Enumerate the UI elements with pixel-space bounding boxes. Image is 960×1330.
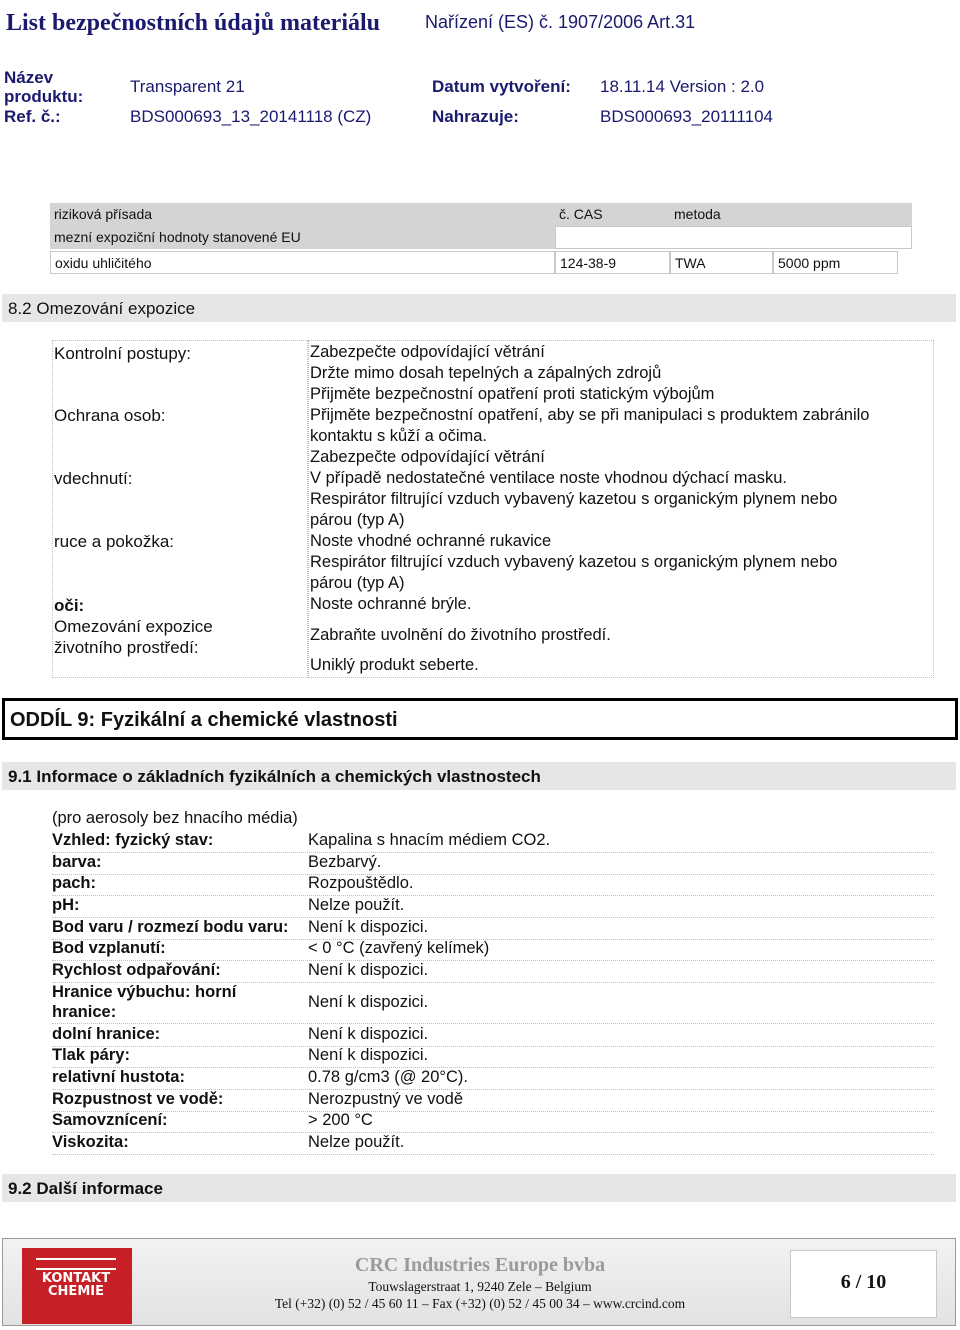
property-value: Není k dispozici.	[308, 918, 429, 936]
respiration-label: vdechnutí:	[54, 469, 133, 488]
property-label: Vzhled: fyzický stav:	[52, 831, 214, 849]
table-row	[52, 1089, 934, 1112]
skin-label: ruce a pokožka:	[54, 532, 175, 551]
section-9-heading-box	[2, 698, 958, 740]
env-label-line2: životního prostředí:	[54, 638, 199, 657]
table-row	[52, 982, 934, 1024]
text-line: párou (typ A)	[310, 511, 405, 529]
table-row	[52, 830, 934, 853]
page-number-box	[790, 1250, 937, 1318]
env-label-line1: Omezování expozice	[54, 617, 213, 636]
table-row	[52, 960, 934, 983]
section-9-1-heading: 9.1 Informace o základních fyzikálních a chemických vlastnostech	[8, 767, 541, 786]
logo-line-2: CHEMIE	[48, 1284, 104, 1299]
ingredient-name: oxidu uhličitého	[50, 251, 555, 274]
property-value: Nerozpustný ve vodě	[308, 1090, 464, 1108]
created-label: Datum vytvoření:	[432, 77, 571, 96]
text-line: Přijměte bezpečnostní opatření, aby se při manipulaci s produktem zabránilo	[310, 406, 870, 424]
property-value: 0.78 g/cm3 (@ 20°C).	[308, 1068, 468, 1086]
ref-label: Ref. č.:	[4, 107, 61, 126]
property-label: Bod varu / rozmezí bodu varu:	[52, 918, 289, 936]
property-value: Bezbarvý.	[308, 853, 382, 871]
created-value: 18.11.14 Version : 2.0	[600, 77, 765, 96]
table-row	[52, 1067, 934, 1090]
text-line: Držte mimo dosah tepelných a zápalných zdrojů	[310, 364, 662, 382]
table-row	[52, 895, 934, 918]
property-label: relativní hustota:	[52, 1068, 185, 1086]
property-value: > 200 °C	[308, 1111, 373, 1129]
text-line: Noste vhodné ochranné rukavice	[310, 532, 552, 550]
table-row	[52, 1024, 934, 1047]
personal-protection-label: Ochrana osob:	[54, 406, 166, 425]
property-label: Hranice výbuchu: horní	[52, 983, 237, 1001]
logo-stripes-icon	[36, 1258, 116, 1270]
property-label: Samovznícení:	[52, 1111, 168, 1129]
property-label: Rychlost odpařování:	[52, 961, 221, 979]
text-line: V případě nedostatečné ventilace noste vhodnou dýchací masku.	[310, 469, 787, 487]
property-value: Není k dispozici.	[308, 1046, 429, 1064]
section-9-1-heading-bar	[2, 762, 956, 790]
kontakt-chemie-logo	[22, 1248, 132, 1324]
section-9-2-heading: 9.2 Další informace	[8, 1179, 163, 1198]
table-row	[52, 917, 934, 940]
company-address: Touwslagerstraat 1, 9240 Zele – Belgium	[368, 1279, 592, 1294]
property-value: Nelze použít.	[308, 1133, 405, 1151]
col-ingredient-header: riziková přísada	[54, 206, 153, 222]
eu-limits-subheader: mezní expoziční hodnoty stanovené EU	[50, 226, 555, 249]
property-value: Rozpouštědlo.	[308, 874, 414, 892]
text-line: Přijměte bezpečnostní opatření proti statickým výbojům	[310, 385, 715, 403]
col-cas-header: č. CAS	[559, 206, 603, 222]
company-contact: Tel (+32) (0) 52 / 45 60 11 – Fax (+32) (0) 52 / 45 00 34 – www.crcind.com	[274, 1296, 686, 1311]
text-line: Zabezpečte odpovídající větrání	[310, 343, 545, 361]
aerosol-note: (pro aerosoly bez hnacího média)	[52, 809, 298, 827]
property-value: Nelze použít.	[308, 896, 405, 914]
replaces-label: Nahrazuje:	[432, 107, 519, 126]
page-number: 6 / 10	[840, 1271, 887, 1293]
subheader-empty-cell	[555, 226, 912, 249]
eyes-label: oči:	[54, 596, 85, 615]
property-label: pH:	[52, 896, 80, 914]
control-label: Kontrolní postupy:	[54, 344, 192, 363]
property-value: Není k dispozici.	[308, 1025, 429, 1043]
col-method-header: metoda	[674, 206, 721, 222]
document-title: List bezpečnostních údajů materiálu	[6, 10, 381, 36]
logo-line-1: KONTAKT	[41, 1271, 111, 1286]
table-row	[52, 1045, 934, 1068]
property-label-continued: hranice:	[52, 1003, 117, 1021]
property-label: Viskozita:	[52, 1133, 129, 1151]
exposure-text-list	[310, 342, 869, 615]
table-row	[52, 1132, 934, 1155]
section-9-2-heading-bar	[2, 1174, 956, 1202]
table-subheader-row	[50, 226, 912, 249]
property-value: Není k dispozici.	[308, 993, 429, 1011]
logo-text	[32, 1272, 120, 1298]
property-label: pach:	[52, 874, 97, 892]
table-row	[50, 251, 912, 274]
limit-value: 5000 ppm	[773, 251, 898, 274]
section-8-2-heading-bar	[2, 294, 956, 322]
product-name-value: Transparent 21	[130, 77, 245, 96]
property-label: Tlak páry:	[52, 1046, 130, 1064]
section-9-heading: ODDÍL 9: Fyzikální a chemické vlastnosti	[10, 709, 398, 731]
regulation-reference: Nařízení (ES) č. 1907/2006 Art.31	[425, 12, 696, 32]
env-text-1: Zabraňte uvolnění do životního prostředí.	[310, 626, 611, 644]
table-row	[52, 938, 934, 961]
table-row	[52, 1110, 934, 1133]
replaces-value: BDS000693_20111104	[600, 107, 773, 126]
property-value: < 0 °C (zavřený kelímek)	[308, 939, 490, 957]
company-name: CRC Industries Europe bvba	[354, 1254, 606, 1276]
text-line: Respirátor filtrující vzduch vybavený kazetou s organickým plynem nebo	[310, 490, 838, 508]
product-name-label: Název produktu:	[4, 68, 84, 106]
text-line: párou (typ A)	[310, 574, 405, 592]
ref-value: BDS000693_13_20141118 (CZ)	[130, 107, 372, 126]
env-text-2: Uniklý produkt seberte.	[310, 656, 479, 674]
property-label: dolní hranice:	[52, 1025, 161, 1043]
table-row	[52, 852, 934, 875]
table-header-row	[50, 203, 912, 226]
property-label: barva:	[52, 853, 102, 871]
text-line: Zabezpečte odpovídající větrání	[310, 448, 545, 466]
cas-number: 124-38-9	[555, 251, 670, 274]
property-label: Rozpustnost ve vodě:	[52, 1090, 224, 1108]
text-line: Noste ochranné brýle.	[310, 595, 472, 613]
section-8-2-heading: 8.2 Omezování expozice	[8, 299, 196, 318]
property-value: Není k dispozici.	[308, 961, 429, 979]
method-value: TWA	[670, 251, 773, 274]
property-label: Bod vzplanutí:	[52, 939, 166, 957]
text-line: Respirátor filtrující vzduch vybavený kazetou s organickým plynem nebo	[310, 553, 838, 571]
table-row	[52, 873, 934, 896]
property-value: Kapalina s hnacím médiem CO2.	[308, 831, 551, 849]
text-line: kontaktu s kůží a očima.	[310, 427, 487, 445]
